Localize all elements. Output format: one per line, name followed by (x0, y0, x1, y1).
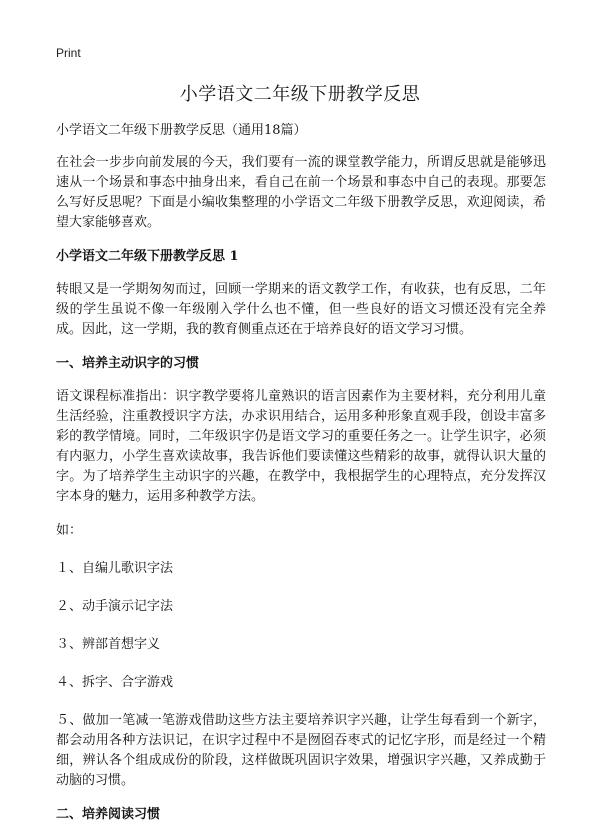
section-1-heading: 小学语文二年级下册教学反思 1 (56, 249, 239, 264)
section-1-paragraph: 转眼又是一学期匆匆而过，回顾一学期来的语文教学工作，有收获，也有反思，二年级的学生虽说不像一年级刚入学什么也不懂，但一些良好的语文习惯还没有完全养成。因此，这一学期，我的教育侧重点还在于培养良好的语文学习习惯。 (56, 282, 546, 337)
page-title: 小学语文二年级下册教学反思 (179, 84, 421, 105)
subheading-one-paragraph: 语文课程标准指出：识字教学要将儿童熟识的语言因素作为主要材料，充分利用儿童生活经验，注重教授识字方法，办求识用结合，运用多种形象直观手段，创设丰富多彩的教学情境。同时，二年级识字仍是语文学习的重要任务之一。让学生识字，必须有内驱力，小学生喜欢读故事，我告诉他们要读懂这些精彩的故事，就得认识大量的字。为了培养学生主动识字的兴趣，在教学中，我根据学生的心理特点，充分发挥汉字本身的魅力，运用多种教学方法。 (56, 389, 546, 504)
list-item: ３、辨部首想字义 (56, 637, 161, 652)
document-subtitle: 小学语文二年级下册教学反思（通用18篇） (56, 123, 307, 138)
list-item: ５、做加一笔减一笔游戏借助这些方法主要培养识字兴趣，让学生每看到一个新字，都会动用各种方法识记，在识字过程中不是囫囵吞枣式的记忆字形，而是经过一个精细，辨认各个组成成份的阶段，这样做既巩固识字效果，增强识字兴趣，又养成勤于动脑的习惯。 (56, 713, 546, 788)
list-item: ２、动手演示记字法 (56, 599, 174, 614)
document-body (56, 121, 546, 838)
list-item: ４、拆字、合字游戏 (56, 675, 174, 690)
subheading-two: 二、培养阅读习惯 (56, 807, 161, 822)
print-link[interactable]: Print (56, 46, 81, 60)
list-item: １、自编儿歌识字法 (56, 561, 174, 576)
example-intro: 如： (56, 523, 83, 538)
subheading-one: 一、培养主动识字的习惯 (56, 356, 200, 371)
intro-paragraph: 在社会一步步向前发展的今天，我们要有一流的课堂教学能力，所谓反思就是能够迅速从一个场景和事态中抽身出来，看自己在前一个场景和事态中自己的表现。那要怎么写好反思呢？下面是小编收集整理的小学语文二年级下册教学反思，欢迎阅读，希望大家能够喜欢。 (56, 155, 546, 230)
